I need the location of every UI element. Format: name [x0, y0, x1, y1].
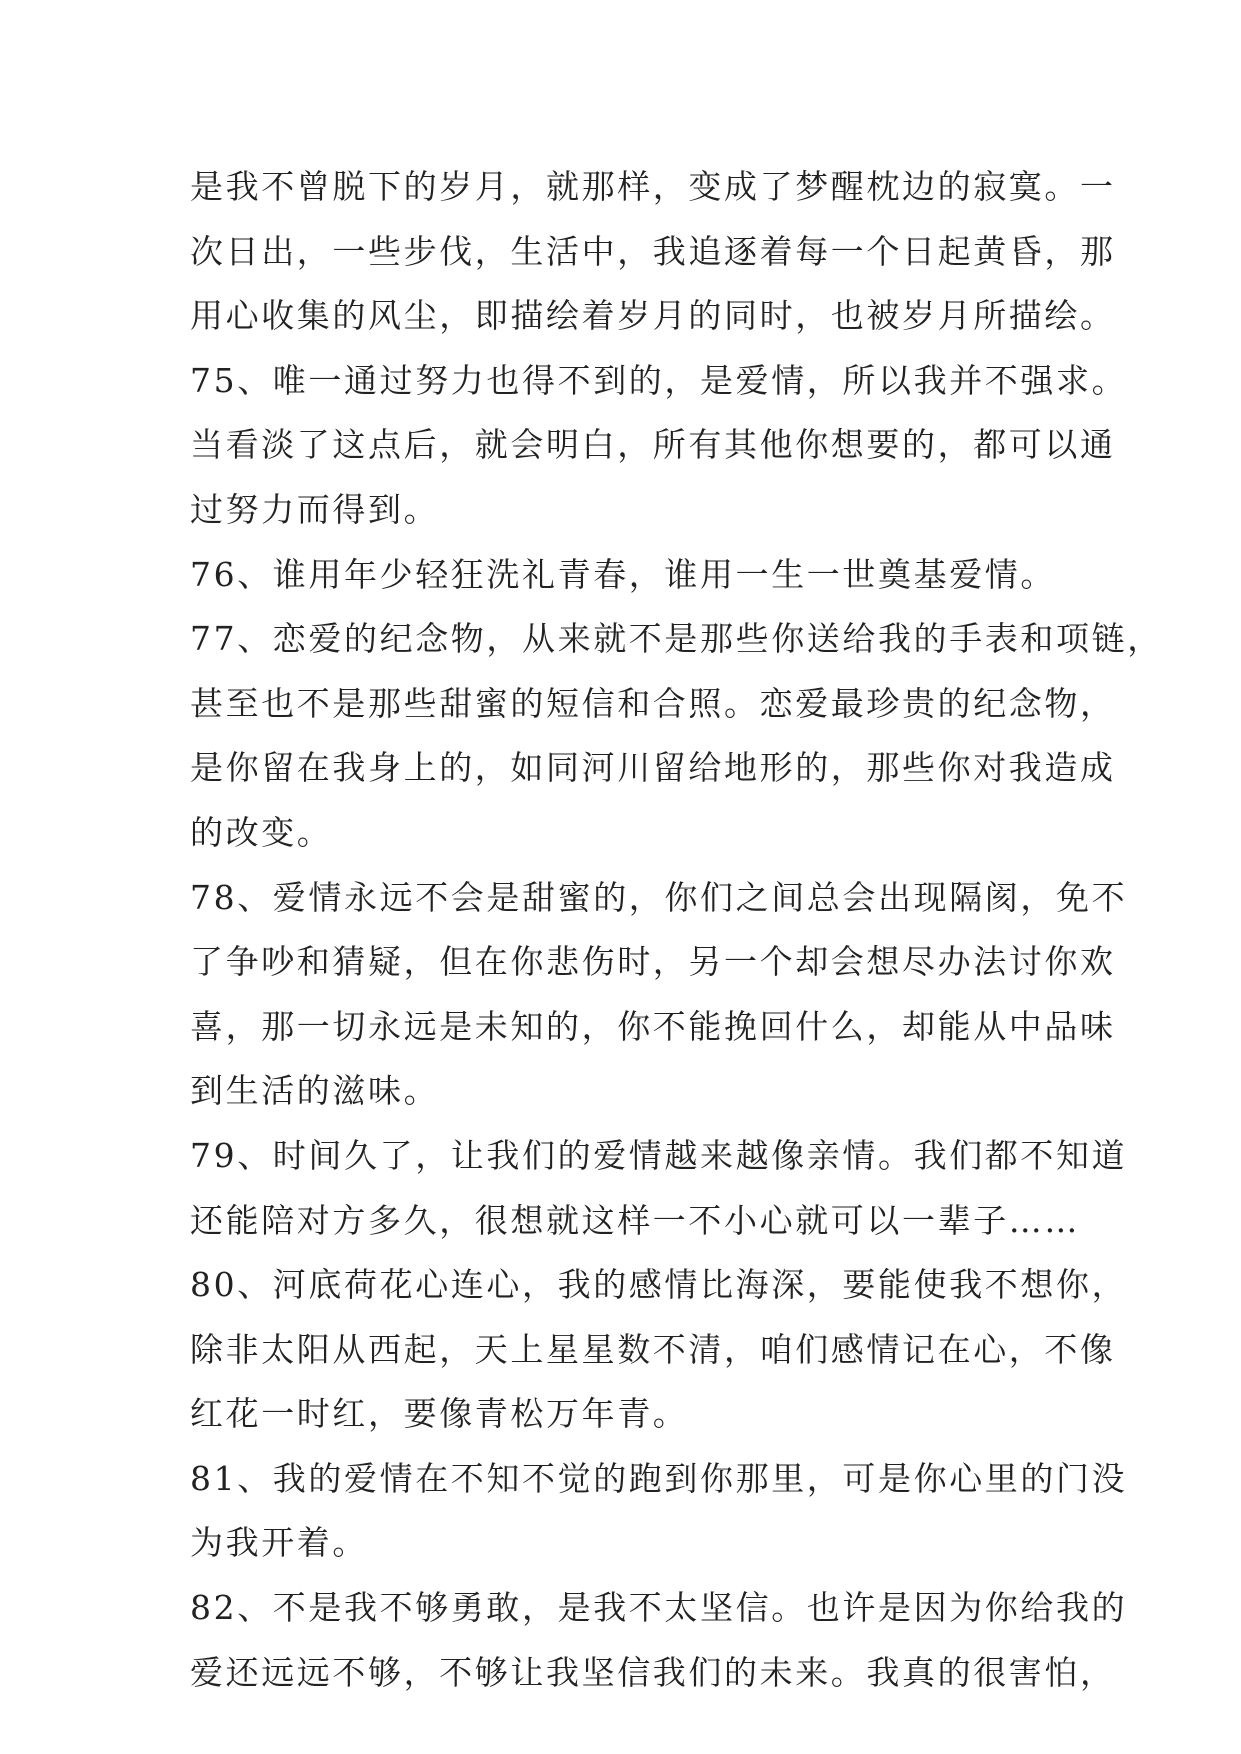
- body-text: [190, 155, 1163, 1705]
- text-line: 为我开着。: [190, 1523, 368, 1563]
- text-line: 红花一时红，要像青松万年青。: [190, 1394, 689, 1434]
- text-line: 次日出，一些步伐，生活中，我追逐着每一个日起黄昏，那: [190, 231, 1116, 271]
- text-line: 当看淡了这点后，就会明白，所有其他你想要的，都可以通: [190, 425, 1116, 465]
- text-line: 81、我的爱情在不知不觉的跑到你那里，可是你心里的门没: [190, 1458, 1128, 1498]
- text-line: 是我不曾脱下的岁月，就那样，变成了梦醒枕边的寂寞。一: [190, 167, 1116, 206]
- text-line: 是你留在我身上的，如同河川留给地形的，那些你对我造成: [190, 748, 1116, 788]
- text-line: 77、恋爱的纪念物，从来就不是那些你送给我的手表和项链，: [190, 619, 1163, 659]
- text-line: 的改变。: [190, 812, 333, 852]
- text-line: 爱还远远不够，不够让我坚信我们的未来。我真的很害怕，: [190, 1652, 1116, 1692]
- text-line: 82、不是我不够勇敢，是我不太坚信。也许是因为你给我的: [190, 1588, 1128, 1628]
- text-line: 78、爱情永远不会是甜蜜的，你们之间总会出现隔阂，免不: [190, 877, 1128, 917]
- text-line: 80、河底荷花心连心，我的感情比海深，要能使我不想你，: [190, 1265, 1128, 1305]
- text-line: 76、谁用年少轻狂洗礼青春，谁用一生一世奠基爱情。: [190, 554, 1056, 594]
- text-line: 甚至也不是那些甜蜜的短信和合照。恋爱最珍贵的纪念物，: [190, 683, 1116, 723]
- text-line: 除非太阳从西起，天上星星数不清，咱们感情记在心，不像: [190, 1329, 1116, 1369]
- text-line: 75、唯一通过努力也得不到的，是爱情，所以我并不强求。: [190, 360, 1128, 400]
- text-line: 还能陪对方多久，很想就这样一不小心就可以一辈子……: [190, 1200, 1080, 1240]
- text-line: 了争吵和猜疑，但在你悲伤时，另一个却会想尽办法讨你欢: [190, 942, 1116, 982]
- text-line: 喜，那一切永远是未知的，你不能挽回什么，却能从中品味: [190, 1006, 1116, 1046]
- text-line: 用心收集的风尘，即描绘着岁月的同时，也被岁月所描绘。: [190, 296, 1116, 336]
- text-line: 79、时间久了，让我们的爱情越来越像亲情。我们都不知道: [190, 1135, 1128, 1175]
- text-line: 过努力而得到。: [190, 489, 440, 529]
- text-line: 到生活的滋味。: [190, 1071, 440, 1111]
